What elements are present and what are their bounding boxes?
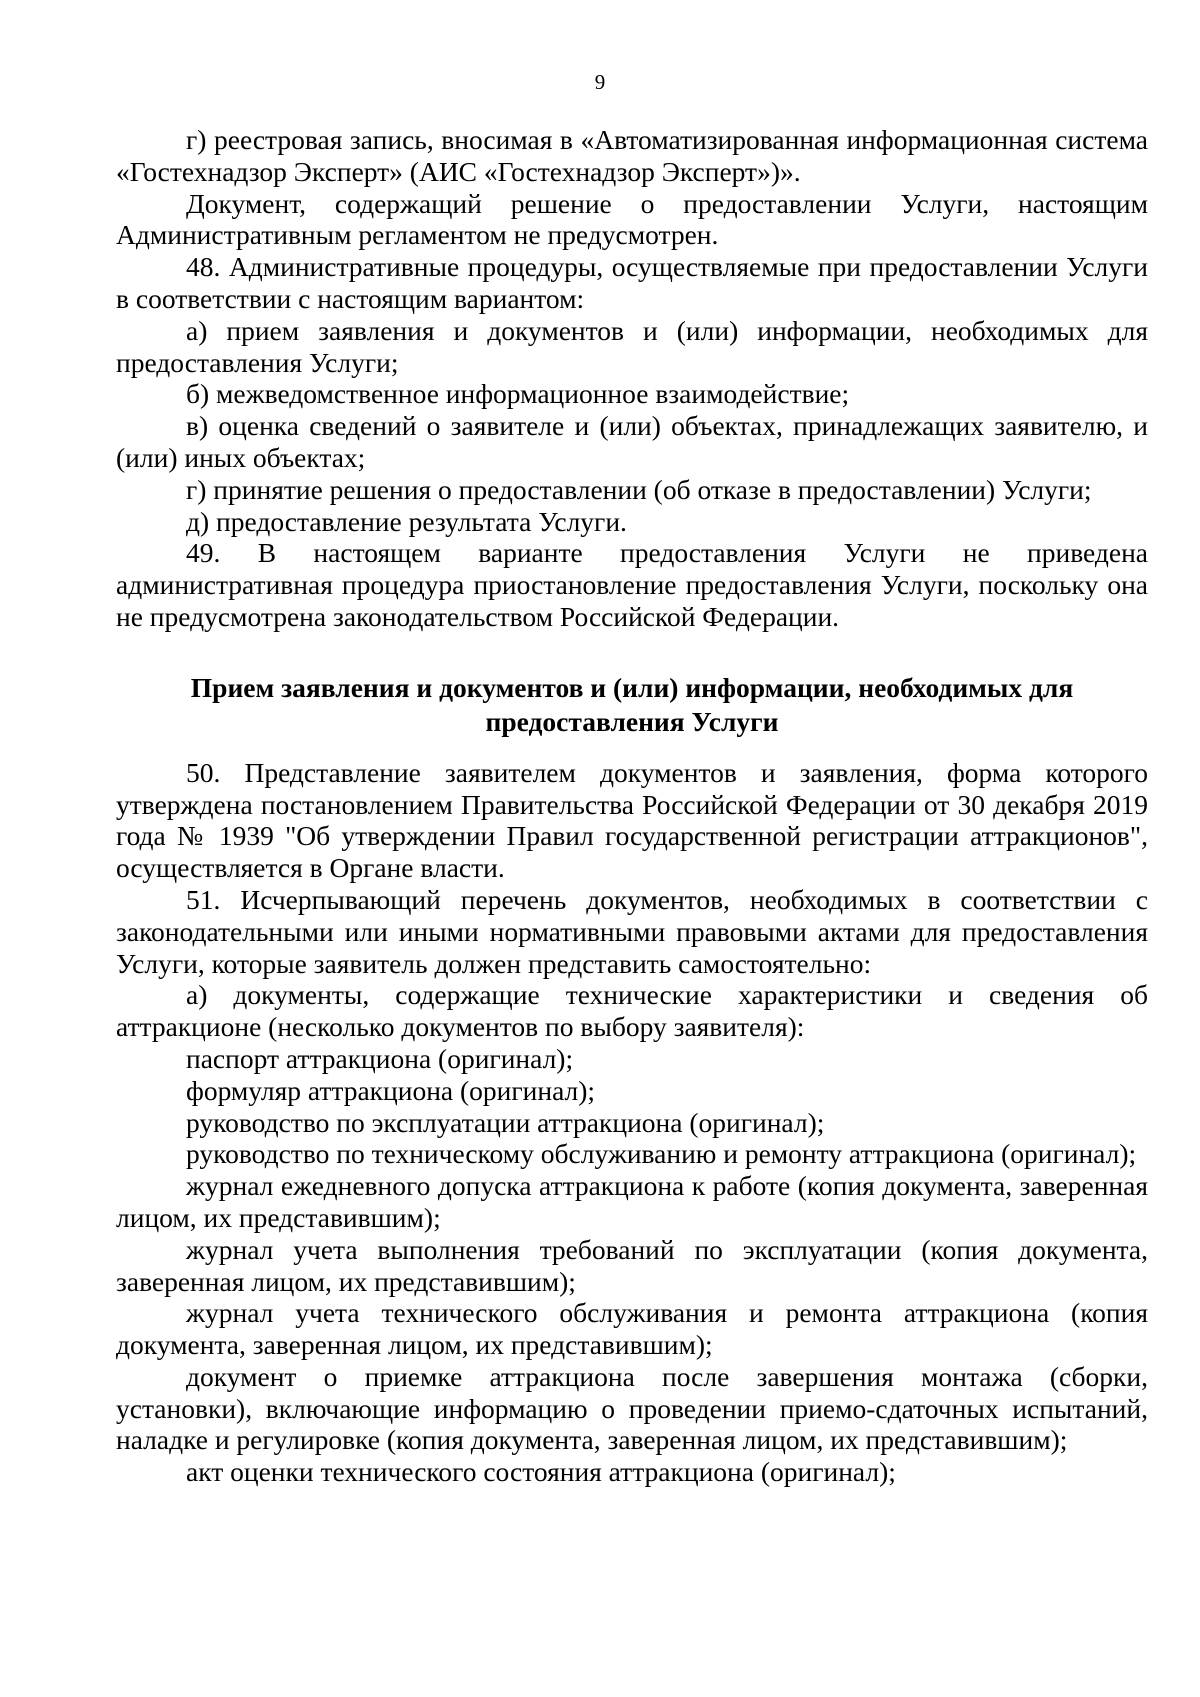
paragraph: 50. Представление заявителем документов и заявления, форма которого утверждена постановлением Правительства Российской Федерации от 30 декабря 2019 года № 1939 "Об утверждении Правил государственной регистрации аттракционов", осуществляется в Органе власти.	[116, 756, 1148, 884]
paragraph: а) документы, содержащие технические характеристики и сведения об аттракционе (несколько документов по выбору заявителя):	[116, 979, 1148, 1043]
list-item: акт оценки технического состояния аттракциона (оригинал);	[186, 1456, 896, 1488]
paragraph: 49. В настоящем варианте предоставления Услуги не приведена административная процедура приостановление предоставления Услуги, поскольку она не предусмотрена законодательством Российской Федерации.	[116, 537, 1148, 632]
list-item: журнал учета выполнения требований по эксплуатации (копия документа, заверенная лицом, их представившим);	[116, 1233, 1148, 1297]
list-item: документ о приемке аттракциона после завершения монтажа (сборки, установки), включающие информацию о проведении приемо-сдаточных испытаний, наладке и регулировке (копия документа, заверенная лицом, их представившим);	[116, 1360, 1148, 1456]
paragraph: б) межведомственное информационное взаимодействие;	[186, 378, 850, 410]
paragraph: 48. Административные процедуры, осуществляемые при предоставлении Услуги в соответствии с настоящим вариантом:	[116, 251, 1148, 314]
paragraph: д) предоставление результата Услуги.	[186, 505, 627, 537]
list-item: руководство по эксплуатации аттракциона (оригинал);	[186, 1106, 825, 1138]
list-item: формуляр аттракциона (оригинал);	[186, 1074, 596, 1106]
section-heading-line: Прием заявления и документов и (или) информации, необходимых для	[190, 671, 1074, 703]
list-item: паспорт аттракциона (оригинал);	[186, 1042, 574, 1074]
paragraph: в) оценка сведений о заявителе и (или) объектах, принадлежащих заявителю, и (или) иных объектах;	[116, 410, 1148, 473]
paragraph: а) прием заявления и документов и (или) информации, необходимых для предоставления Услуги;	[116, 314, 1148, 378]
list-item: журнал ежедневного допуска аттракциона к работе (копия документа, заверенная лицом, их представившим);	[116, 1170, 1148, 1233]
paragraph: 51. Исчерпывающий перечень документов, необходимых в соответствии с законодательными или иными нормативными правовыми актами для предоставления Услуги, которые заявитель должен представить самостоятельно:	[116, 883, 1148, 979]
paragraph: г) реестровая запись, вносимая в «Автоматизированная информационная система «Гостехнадзор Эксперт» (АИС «Гостехнадзор Эксперт»)».	[116, 124, 1148, 187]
section-heading-line: предоставления Услуги	[485, 705, 779, 737]
document-body	[116, 124, 1148, 1488]
paragraph: Документ, содержащий решение о предоставлении Услуги, настоящим Административным регламентом не предусмотрен.	[116, 187, 1148, 251]
list-item: журнал учета технического обслуживания и ремонта аттракциона (копия документа, заверенная лицом, их представившим);	[116, 1297, 1148, 1361]
paragraph: г) принятие решения о предоставлении (об отказе в предоставлении) Услуги;	[186, 473, 1092, 505]
section-heading	[116, 671, 1148, 739]
list-item: руководство по техническому обслуживанию и ремонту аттракциона (оригинал);	[186, 1138, 1137, 1170]
page-number: 9	[594, 70, 606, 94]
